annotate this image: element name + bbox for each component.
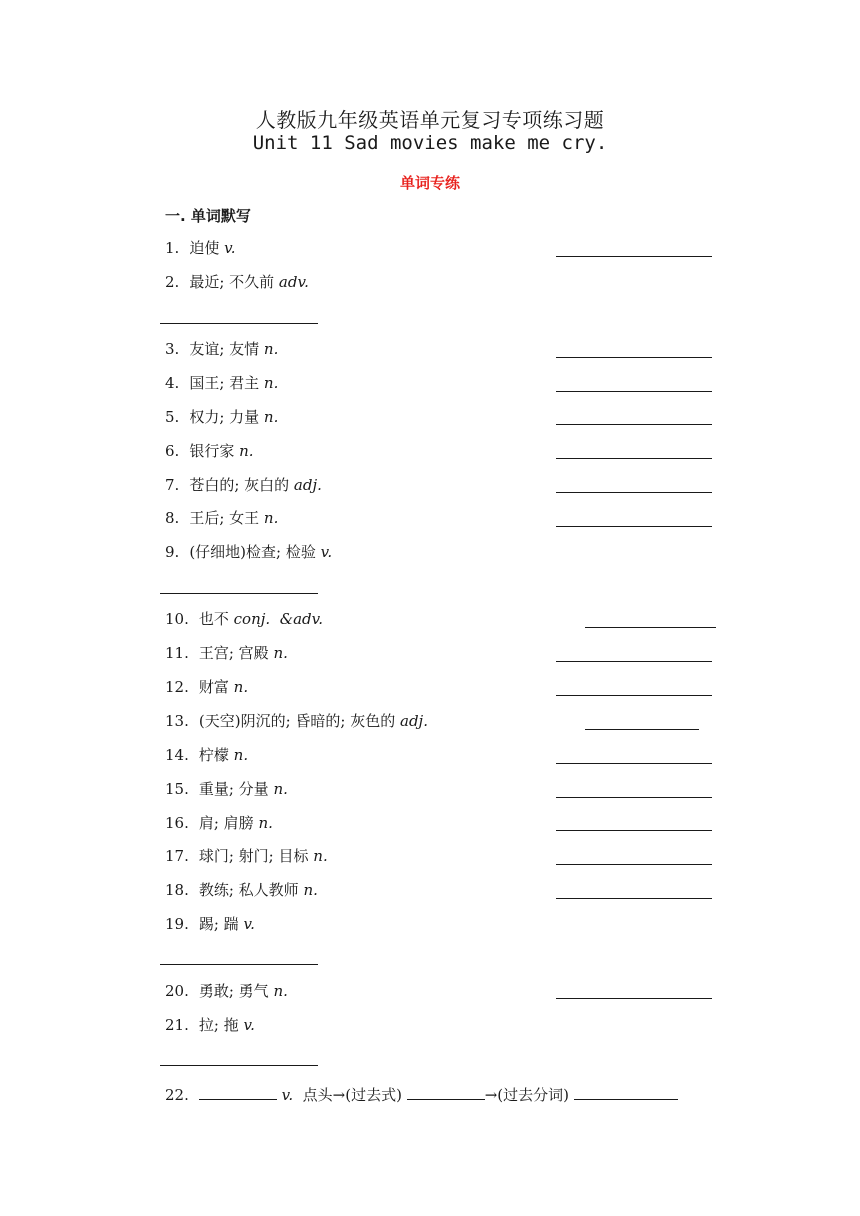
item-prompt: 迫使 xyxy=(189,239,220,257)
exercise-item-15 xyxy=(165,779,288,799)
item-prompt: (天空)阴沉的; 昏暗的; 灰色的 xyxy=(198,712,396,730)
exercise-item-2 xyxy=(165,272,309,292)
item-prompt: 国王; 君主 xyxy=(189,374,260,392)
part-of-speech: adj. xyxy=(293,476,322,494)
item-number: 2. xyxy=(165,273,180,291)
part-of-speech: n. xyxy=(263,340,279,358)
item-prompt: 球门; 射门; 目标 xyxy=(198,847,309,865)
item-prompt: 苍白的; 灰白的 xyxy=(189,476,290,494)
answer-blank-1[interactable] xyxy=(556,256,712,257)
item-prompt: 踢; 踹 xyxy=(198,915,239,933)
answer-blank-10[interactable] xyxy=(585,627,716,628)
part-of-speech: n. xyxy=(263,408,279,426)
answer-blank-16[interactable] xyxy=(556,830,712,831)
item-number: 15. xyxy=(165,780,189,798)
exercise-item-1 xyxy=(165,238,236,258)
answer-blank-22-participle[interactable] xyxy=(574,1082,678,1100)
item-number: 3. xyxy=(165,340,180,358)
item-number: 21. xyxy=(165,1016,189,1034)
item-number: 1. xyxy=(165,239,180,257)
item-number: 7. xyxy=(165,476,180,494)
item-prompt: 王后; 女王 xyxy=(189,509,260,527)
item-number: 20. xyxy=(165,982,189,1000)
item-number: 18. xyxy=(165,881,189,899)
answer-blank-11[interactable] xyxy=(556,661,712,662)
part-of-speech: n. xyxy=(273,644,288,662)
exercise-item-8 xyxy=(165,508,278,528)
exercise-item-22 xyxy=(165,1082,678,1105)
part-of-speech: n. xyxy=(258,814,273,832)
item-prompt: 权力; 力量 xyxy=(189,408,260,426)
exercise-item-12 xyxy=(165,677,248,697)
section-subtitle: 单词专练 xyxy=(399,174,460,192)
part-of-speech: v. xyxy=(243,915,255,933)
document-title-chinese: 人教版九年级英语单元复习专项练习题 xyxy=(255,108,605,132)
answer-blank-5[interactable] xyxy=(556,424,712,425)
exercise-item-18 xyxy=(165,880,318,900)
exercise-item-20 xyxy=(165,981,288,1001)
exercise-item-14 xyxy=(165,745,248,765)
answer-blank-9[interactable] xyxy=(160,593,318,594)
answer-blank-8[interactable] xyxy=(556,526,712,527)
part-of-speech: n. xyxy=(239,442,254,460)
exercise-item-7 xyxy=(165,475,322,495)
answer-blank-6[interactable] xyxy=(556,458,712,459)
exercise-item-16 xyxy=(165,813,273,833)
exercise-item-19 xyxy=(165,914,255,934)
item-prompt: 最近; 不久前 xyxy=(189,273,275,291)
answer-blank-19[interactable] xyxy=(160,964,318,965)
part-of-speech: n. xyxy=(233,746,249,764)
part-of-speech: n. xyxy=(263,374,279,392)
answer-blank-12[interactable] xyxy=(556,695,712,696)
item-prompt: 勇敢; 勇气 xyxy=(198,982,269,1000)
answer-blank-14[interactable] xyxy=(556,763,712,764)
part-of-speech: n. xyxy=(273,982,288,1000)
part-of-speech: v. xyxy=(243,1016,255,1034)
item-number: 17. xyxy=(165,847,189,865)
answer-blank-22-past[interactable] xyxy=(407,1082,485,1100)
exercise-item-3 xyxy=(165,339,278,359)
answer-blank-3[interactable] xyxy=(556,357,712,358)
exercise-item-21 xyxy=(165,1015,255,1035)
item-prompt: 柠檬 xyxy=(198,746,229,764)
item-number: 6. xyxy=(165,442,180,460)
item-prompt-past-tense: 点头→(过去式) xyxy=(302,1086,402,1104)
answer-blank-22-base[interactable] xyxy=(199,1082,277,1100)
answer-blank-21[interactable] xyxy=(160,1065,318,1066)
part-of-speech: adv. xyxy=(278,273,309,291)
item-prompt: 拉; 拖 xyxy=(198,1016,239,1034)
item-prompt: 重量; 分量 xyxy=(198,780,269,798)
part-of-speech: n. xyxy=(303,881,318,899)
item-number: 12. xyxy=(165,678,189,696)
answer-blank-15[interactable] xyxy=(556,797,712,798)
answer-blank-2[interactable] xyxy=(160,323,318,324)
item-number: 14. xyxy=(165,746,189,764)
part-of-speech: n. xyxy=(313,847,328,865)
item-number: 13. xyxy=(165,712,189,730)
part-of-speech-secondary: &adv. xyxy=(279,610,324,628)
exercise-item-13 xyxy=(165,711,428,731)
exercise-item-4 xyxy=(165,373,278,393)
answer-blank-17[interactable] xyxy=(556,864,712,865)
answer-blank-18[interactable] xyxy=(556,898,712,899)
exercise-item-10 xyxy=(165,609,323,629)
exercise-item-9 xyxy=(165,542,332,562)
exercise-item-17 xyxy=(165,846,328,866)
item-number: 4. xyxy=(165,374,180,392)
part-of-speech: v. xyxy=(224,239,236,257)
part-of-speech: n. xyxy=(233,678,249,696)
answer-blank-20[interactable] xyxy=(556,998,712,999)
item-prompt: 友谊; 友情 xyxy=(189,340,260,358)
item-prompt: 教练; 私人教师 xyxy=(198,881,299,899)
answer-blank-7[interactable] xyxy=(556,492,712,493)
part-of-speech: n. xyxy=(273,780,288,798)
item-number: 10. xyxy=(165,610,189,628)
item-number: 8. xyxy=(165,509,180,527)
item-prompt: 银行家 xyxy=(189,442,235,460)
item-prompt: 也不 xyxy=(198,610,229,628)
document-title-english: Unit 11 Sad movies make me cry. xyxy=(252,132,608,154)
item-prompt: (仔细地)检查; 检验 xyxy=(189,543,316,561)
part-of-speech: adj. xyxy=(400,712,428,730)
part-of-speech: conj. xyxy=(233,610,271,628)
item-prompt: 肩; 肩膀 xyxy=(198,814,254,832)
section-heading: 一. 单词默写 xyxy=(165,207,251,225)
item-number: 5. xyxy=(165,408,180,426)
part-of-speech: v. xyxy=(320,543,333,561)
item-prompt: 王宫; 宫殿 xyxy=(198,644,269,662)
item-number: 16. xyxy=(165,814,189,832)
part-of-speech: v. xyxy=(281,1086,294,1104)
exercise-item-11 xyxy=(165,643,288,663)
answer-blank-13[interactable] xyxy=(585,729,699,730)
item-number: 22. xyxy=(165,1086,189,1104)
item-number: 19. xyxy=(165,915,189,933)
exercise-item-6 xyxy=(165,441,254,461)
item-number: 11. xyxy=(165,644,189,662)
exercise-item-5 xyxy=(165,407,278,427)
answer-blank-4[interactable] xyxy=(556,391,712,392)
item-prompt: 财富 xyxy=(198,678,229,696)
item-number: 9. xyxy=(165,543,180,561)
item-prompt-past-participle: →(过去分词) xyxy=(484,1086,569,1104)
part-of-speech: n. xyxy=(263,509,279,527)
